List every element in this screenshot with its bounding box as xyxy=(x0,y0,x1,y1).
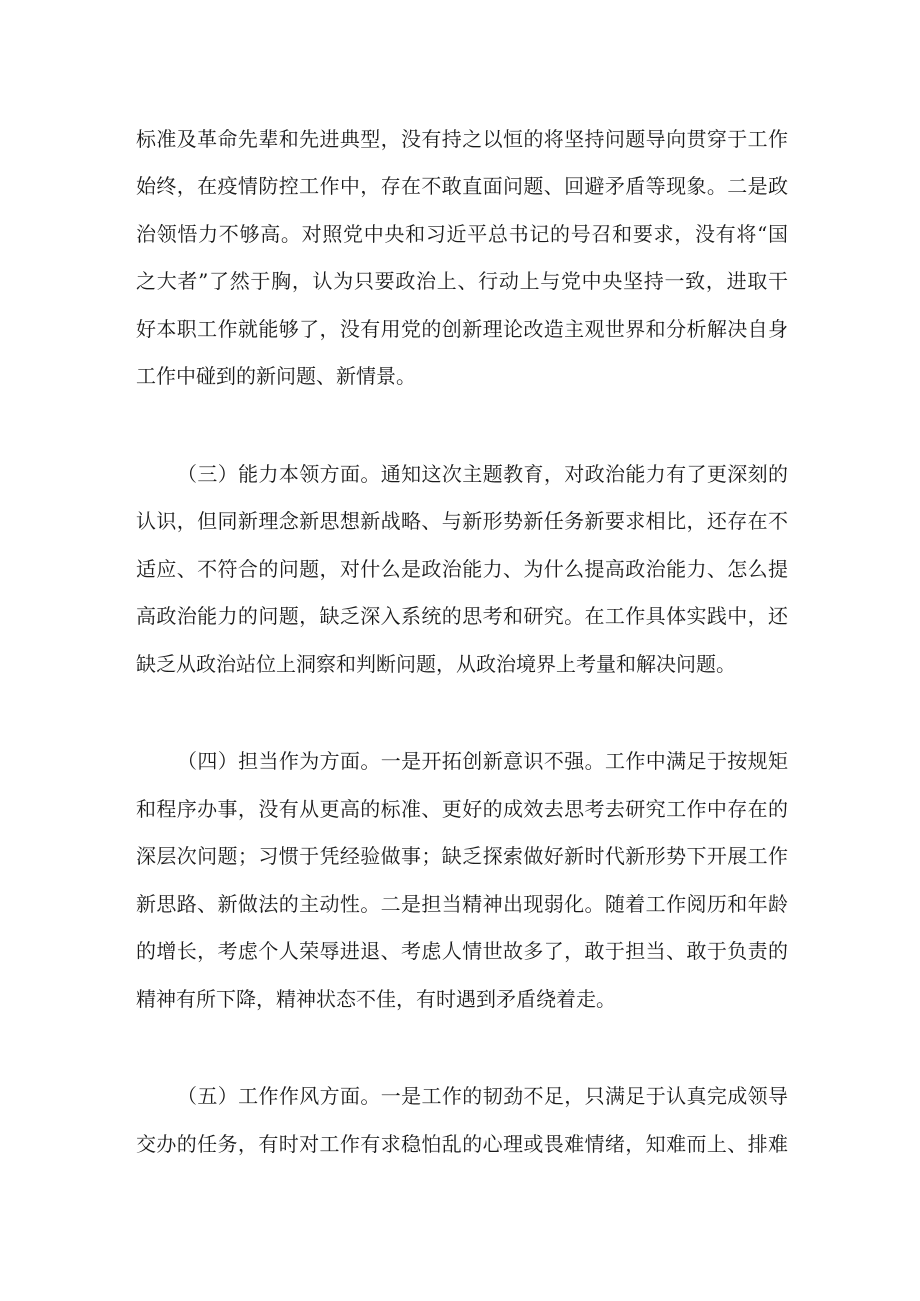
paragraph-line: 精神有所下降，精神状态不佳，有时遇到矛盾绕着走。 xyxy=(136,987,616,1011)
paragraph-line: 的增长，考虑个人荣辱进退、考虑人情世故多了，敢于担当、敢于负责的 xyxy=(136,939,788,963)
paragraph-line: 治领悟力不够高。对照党中央和习近平总书记的号召和要求，没有将“国 xyxy=(136,222,788,246)
paragraph-heading-line: （三）能力本领方面。通知这次主题教育，对政治能力有了更深刻的 xyxy=(177,462,788,486)
paragraph-heading-line: （五）工作作风方面。一是工作的韧劲不足，只满足于认真完成领导 xyxy=(177,1084,788,1108)
paragraph-line: 和程序办事，没有从更高的标准、更好的成效去思考去研究工作中存在的 xyxy=(136,797,788,821)
paragraph-line: 高政治能力的问题，缺乏深入系统的思考和研究。在工作具体实践中，还 xyxy=(136,604,788,628)
paragraph-line: 新思路、新做法的主动性。二是担当精神出现弱化。随着工作阅历和年龄 xyxy=(136,892,788,916)
paragraph-line: 交办的任务，有时对工作有求稳怕乱的心理或畏难情绪，知难而上、排难 xyxy=(136,1132,788,1156)
paragraph-line: 标准及革命先辈和先进典型，没有持之以恒的将坚持问题导向贯穿于工作 xyxy=(136,127,788,151)
paragraph-line: 好本职工作就能够了，没有用党的创新理论改造主观世界和分析解决自身 xyxy=(136,317,788,341)
paragraph-heading-line: （四）担当作为方面。一是开拓创新意识不强。工作中满足于按规矩 xyxy=(177,749,788,773)
paragraph-line: 缺乏从政治站位上洞察和判断问题，从政治境界上考量和解决问题。 xyxy=(136,652,736,676)
paragraph-line: 认识，但同新理念新思想新战略、与新形势新任务新要求相比，还存在不 xyxy=(136,509,788,533)
paragraph-line: 之大者”了然于胸，认为只要政治上、行动上与党中央坚持一致，进取干 xyxy=(136,269,788,293)
paragraph-line: 深层次问题；习惯于凭经验做事；缺乏探索做好新时代新形势下开展工作 xyxy=(136,844,788,868)
paragraph-line: 工作中碰到的新问题、新情景。 xyxy=(136,364,416,388)
paragraph-line: 适应、不符合的问题，对什么是政治能力、为什么提高政治能力、怎么提 xyxy=(136,557,788,581)
paragraph-line: 始终，在疫情防控工作中，存在不敢直面问题、回避矛盾等现象。二是政 xyxy=(136,174,788,198)
